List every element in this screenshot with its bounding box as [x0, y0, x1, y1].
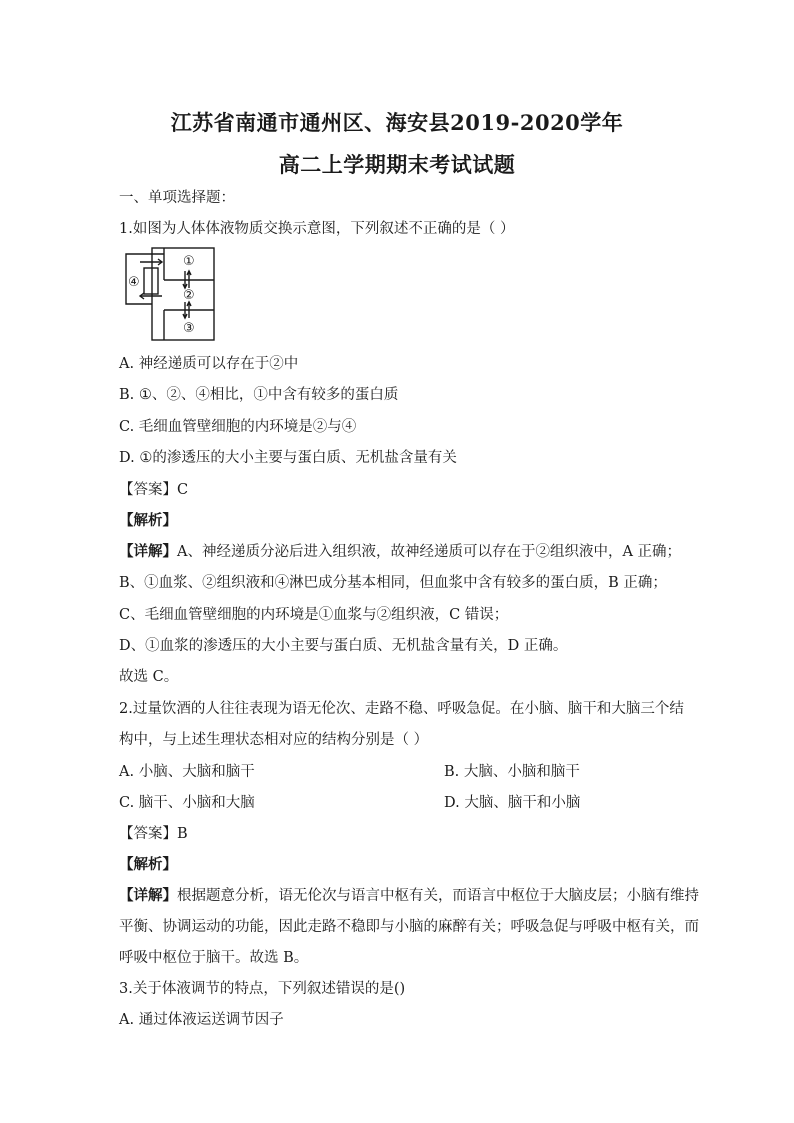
q1-analysis-title: 【解析】	[119, 512, 177, 529]
q1-detail-4: D、①血浆的渗透压的大小主要与蛋白质、无机盐含量有关，D 正确。	[119, 638, 568, 654]
q2-stem-line2: 构中，与上述生理状态相对应的结构分别是（ ）	[119, 732, 429, 748]
diagram-label-3: ③	[183, 321, 195, 336]
q2-option-b: B. 大脑、小脑和脑干	[444, 764, 580, 780]
q2-detail-label: 【详解】	[119, 887, 177, 904]
q3-option-a: A. 通过体液运送调节因子	[119, 1012, 284, 1028]
diagram-label-1: ①	[183, 254, 195, 269]
q1-answer: 【答案】C	[119, 482, 189, 498]
diagram-label-2: ②	[183, 288, 195, 303]
q2-detail-1: 【详解】根据题意分析，语无伦次与语言中枢有关，而语言中枢位于大脑皮层；小脑有维持	[119, 887, 699, 904]
section-heading: 一、单项选择题：	[119, 190, 235, 206]
q1-option-b: B. ①、②、④相比，①中含有较多的蛋白质	[119, 387, 399, 403]
q1-detail-3: C、毛细血管壁细胞的内环境是①血浆与②组织液，C 错误；	[119, 607, 509, 623]
q1-stem: 1.如图为人体体液物质交换示意图，下列叙述不正确的是（ ）	[119, 221, 515, 237]
q2-option-d: D. 大脑、脑干和小脑	[444, 795, 581, 811]
doc-title-line1: 江苏省南通市通州区、海安县2019-2020学年	[170, 110, 624, 135]
q1-option-c: C. 毛细血管壁细胞的内环境是②与④	[119, 419, 357, 435]
body-fluid-exchange-diagram	[122, 246, 222, 342]
q1-option-a: A. 神经递质可以存在于②中	[119, 356, 299, 372]
q1-option-d: D. ①的渗透压的大小主要与蛋白质、无机盐含量有关	[119, 450, 457, 466]
q2-answer: 【答案】B	[119, 826, 188, 842]
q2-detail-2: 平衡、协调运动的功能，因此走路不稳即与小脑的麻醉有关；呼吸急促与呼吸中枢有关，而	[119, 919, 699, 935]
q1-detail-5: 故选 C。	[119, 669, 179, 685]
q1-detail-2: B、①血浆、②组织液和④淋巴成分基本相同，但血浆中含有较多的蛋白质，B 正确；	[119, 575, 667, 591]
q1-detail-1: 【详解】A、神经递质分泌后进入组织液，故神经递质可以存在于②组织液中，A 正确；	[119, 543, 682, 560]
doc-title-line2: 高二上学期期末考试试题	[278, 152, 516, 177]
q2-option-c: C. 脑干、小脑和大脑	[119, 795, 255, 811]
q3-stem: 3.关于体液调节的特点，下列叙述错误的是()	[119, 981, 406, 997]
q1-detail-label: 【详解】	[119, 543, 177, 560]
q2-option-a: A. 小脑、大脑和脑干	[119, 764, 255, 780]
diagram-label-4: ④	[128, 275, 140, 290]
q2-analysis-title: 【解析】	[119, 856, 177, 873]
q2-detail-3: 呼吸中枢位于脑干。故选 B。	[119, 950, 309, 966]
q2-stem-line1: 2.过量饮酒的人往往表现为语无伦次、走路不稳、呼吸急促。在小脑、脑干和大脑三个结	[119, 701, 684, 717]
